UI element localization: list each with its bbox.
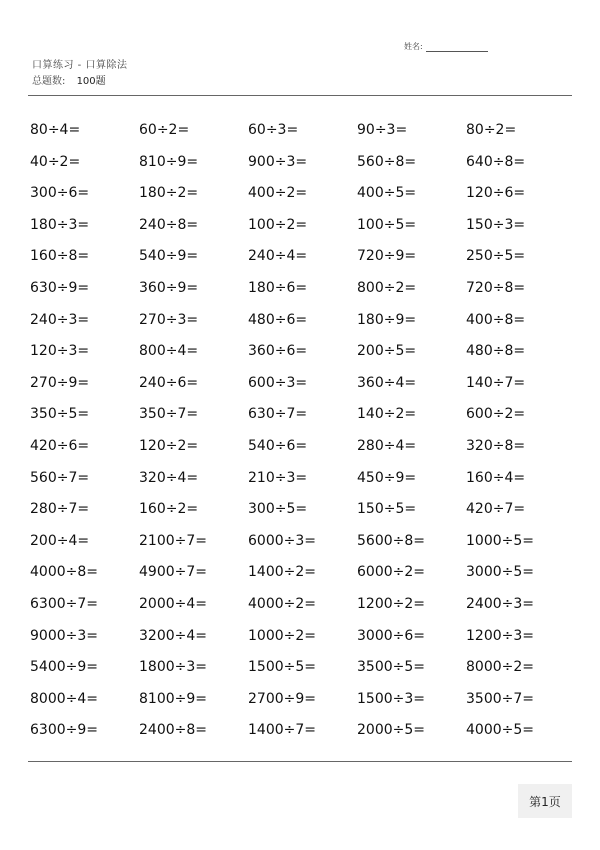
problem-item: 100÷5=: [357, 216, 417, 233]
problem-item: 560÷7=: [30, 469, 90, 486]
problem-item: 80÷2=: [466, 122, 517, 138]
problem-item: 200÷4=: [30, 532, 90, 549]
problem-item: 810÷9=: [139, 153, 199, 170]
problem-item: 420÷7=: [466, 501, 526, 518]
problem-item: 360÷6=: [248, 343, 308, 360]
problem-item: 320÷8=: [466, 437, 526, 454]
problem-item: 240÷6=: [139, 374, 199, 391]
problem-item: 120÷3=: [30, 343, 90, 360]
problem-item: 900÷3=: [248, 153, 308, 170]
problem-item: 1000÷2=: [248, 627, 316, 644]
problem-item: 6000÷2=: [357, 564, 425, 581]
problem-item: 240÷4=: [248, 248, 308, 265]
problem-item: 2400÷3=: [466, 595, 534, 612]
problem-item: 720÷9=: [357, 248, 417, 265]
problem-item: 360÷4=: [357, 374, 417, 391]
problem-item: 150÷5=: [357, 501, 417, 518]
problem-item: 2100÷7=: [139, 532, 207, 549]
problem-item: 400÷2=: [248, 185, 308, 202]
problem-item: 8000÷2=: [466, 659, 534, 676]
problem-item: 8100÷9=: [139, 690, 207, 707]
problem-item: 3500÷5=: [357, 659, 425, 676]
problem-item: 3000÷6=: [357, 627, 425, 644]
problem-item: 160÷8=: [30, 248, 90, 265]
problem-item: 160÷4=: [466, 469, 526, 486]
problem-item: 40÷2=: [30, 153, 81, 170]
page-number: 第1页: [518, 784, 572, 818]
problem-item: 540÷9=: [139, 248, 199, 265]
header-divider: [28, 95, 572, 96]
problem-item: 720÷8=: [466, 279, 526, 296]
problem-item: 1500÷3=: [357, 690, 425, 707]
problem-item: 120÷6=: [466, 185, 526, 202]
name-blank-line[interactable]: [426, 42, 488, 52]
problem-item: 320÷4=: [139, 469, 199, 486]
problem-item: 350÷5=: [30, 406, 90, 423]
problem-item: 60÷2=: [139, 122, 190, 138]
problem-item: 2000÷5=: [357, 722, 425, 739]
problem-item: 640÷8=: [466, 153, 526, 170]
problem-item: 210÷3=: [248, 469, 308, 486]
problem-item: 80÷4=: [30, 122, 81, 138]
name-label: 姓名:: [404, 42, 423, 51]
problem-item: 240÷8=: [139, 216, 199, 233]
problem-item: 300÷5=: [248, 501, 308, 518]
problem-item: 3200÷4=: [139, 627, 207, 644]
total-count-label: 总题数:: [32, 76, 66, 87]
name-field: [404, 41, 488, 52]
problem-item: 1200÷2=: [357, 595, 425, 612]
problem-item: 630÷9=: [30, 279, 90, 296]
problem-item: 1800÷3=: [139, 659, 207, 676]
problem-item: 1400÷2=: [248, 564, 316, 581]
problem-item: 2700÷9=: [248, 690, 316, 707]
problem-item: 1000÷5=: [466, 532, 534, 549]
problem-item: 2400÷8=: [139, 722, 207, 739]
problem-item: 1200÷3=: [466, 627, 534, 644]
problem-item: 480÷6=: [248, 311, 308, 328]
problem-item: 120÷2=: [139, 437, 199, 454]
footer-divider: [28, 761, 572, 762]
problem-item: 5400÷9=: [30, 659, 98, 676]
problem-item: 400÷8=: [466, 311, 526, 328]
problem-item: 180÷6=: [248, 279, 308, 296]
problem-item: 3500÷7=: [466, 690, 534, 707]
problem-item: 800÷2=: [357, 279, 417, 296]
problem-item: 6300÷7=: [30, 595, 98, 612]
problem-item: 360÷9=: [139, 279, 199, 296]
problem-item: 450÷9=: [357, 469, 417, 486]
problem-item: 180÷9=: [357, 311, 417, 328]
total-count-value: 100题: [76, 76, 106, 87]
problem-item: 240÷3=: [30, 311, 90, 328]
problem-item: 6000÷3=: [248, 532, 316, 549]
problem-item: 4000÷5=: [466, 722, 534, 739]
problem-item: 2000÷4=: [139, 595, 207, 612]
problem-item: 280÷4=: [357, 437, 417, 454]
problem-item: 100÷2=: [248, 216, 308, 233]
problem-item: 180÷2=: [139, 185, 199, 202]
problem-item: 350÷7=: [139, 406, 199, 423]
problem-item: 800÷4=: [139, 343, 199, 360]
problem-item: 250÷5=: [466, 248, 526, 265]
problem-item: 6300÷9=: [30, 722, 98, 739]
total-count-row: [32, 72, 106, 87]
problem-item: 630÷7=: [248, 406, 308, 423]
problem-item: 300÷6=: [30, 185, 90, 202]
problem-item: 270÷3=: [139, 311, 199, 328]
problem-item: 1400÷7=: [248, 722, 316, 739]
problem-item: 1500÷5=: [248, 659, 316, 676]
problem-item: 8000÷4=: [30, 690, 98, 707]
problem-item: 600÷2=: [466, 406, 526, 423]
problem-item: 480÷8=: [466, 343, 526, 360]
problem-item: 560÷8=: [357, 153, 417, 170]
problem-item: 150÷3=: [466, 216, 526, 233]
worksheet-title: 口算练习 - 口算除法: [32, 60, 128, 71]
problem-item: 5600÷8=: [357, 532, 425, 549]
problem-item: 90÷3=: [357, 122, 408, 138]
problem-item: 4000÷8=: [30, 564, 98, 581]
problem-item: 60÷3=: [248, 122, 299, 138]
problem-item: 160÷2=: [139, 501, 199, 518]
problem-item: 540÷6=: [248, 437, 308, 454]
problem-item: 400÷5=: [357, 185, 417, 202]
problem-item: 3000÷5=: [466, 564, 534, 581]
problem-item: 4900÷7=: [139, 564, 207, 581]
problem-item: 270÷9=: [30, 374, 90, 391]
problem-grid: [28, 115, 572, 747]
problem-item: 140÷2=: [357, 406, 417, 423]
problem-item: 280÷7=: [30, 501, 90, 518]
problem-item: 4000÷2=: [248, 595, 316, 612]
problem-item: 600÷3=: [248, 374, 308, 391]
problem-item: 9000÷3=: [30, 627, 98, 644]
problem-item: 420÷6=: [30, 437, 90, 454]
problem-item: 140÷7=: [466, 374, 526, 391]
problem-item: 200÷5=: [357, 343, 417, 360]
problem-item: 180÷3=: [30, 216, 90, 233]
